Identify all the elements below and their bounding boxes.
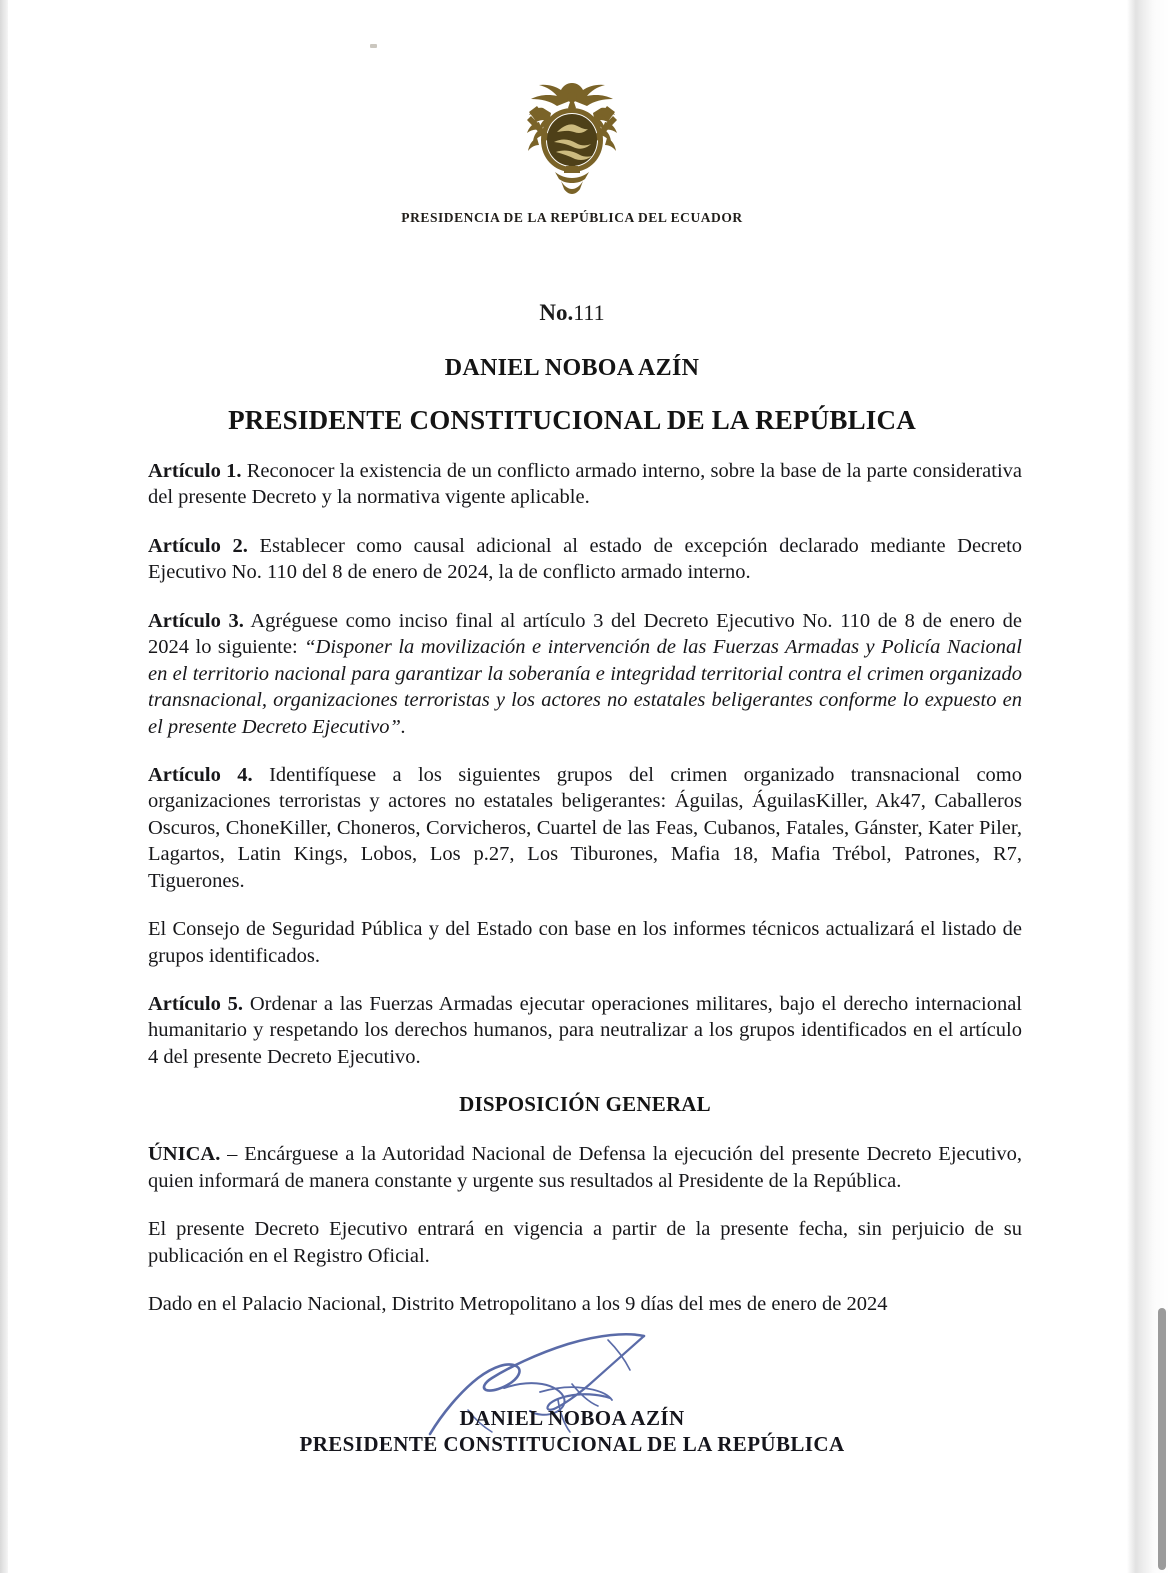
decree-number-value: 111 — [573, 300, 605, 325]
general-provision-text: Encárguese a la Autoridad Nacional de Defensa la ejecución del presente Decreto Ejecutivo, quien informará de manera constante y urgente sus resultados al Presidente de la República. — [148, 1143, 1022, 1192]
decree-number-label: No. — [539, 300, 574, 325]
page-left-edge-shadow — [0, 0, 8, 1573]
article-3-quote: “Disponer la movilización e intervención de las Fuerzas Armadas y Policía Nacional en el territorio nacional para garantizar la soberanía e integridad territorial contra el crimen organizado transnacional, organizaciones terroristas y los actores no estatales beligerantes conforme lo expuesto en el presente Decreto Ejecutivo”. — [148, 636, 1022, 738]
article-4 — [148, 762, 1022, 894]
scrollbar-thumb[interactable] — [1158, 1308, 1166, 1570]
article-2-label: Artículo 2. — [148, 534, 248, 557]
signature-name: DANIEL NOBOA AZÍN — [459, 1406, 685, 1430]
article-1-text: Reconocer la existencia de un conflicto armado interno, sobre la base de la parte considerativa del presente Decreto y la normativa vigente aplicable. — [148, 460, 1023, 509]
article-3-label: Artículo 3. — [148, 609, 244, 632]
general-provision-dash: – — [220, 1143, 245, 1166]
article-4-label: Artículo 4. — [148, 763, 253, 786]
crest-container — [8, 78, 1136, 199]
decree-number — [8, 300, 1136, 326]
document-page — [8, 0, 1136, 1573]
article-1 — [148, 458, 1022, 511]
president-name-heading: DANIEL NOBOA AZÍN — [444, 355, 700, 381]
general-provision-unica — [148, 1141, 1022, 1194]
general-provision-label: ÚNICA. — [148, 1143, 221, 1166]
article-5 — [148, 991, 1022, 1070]
article-2 — [148, 533, 1022, 586]
effect-paragraph: El presente Decreto Ejecutivo entrará en vigencia a partir de la presente fecha, sin perjuicio de su publicación en el Registro Oficial. — [148, 1218, 1022, 1267]
president-role-heading: PRESIDENTE CONSTITUCIONAL DE LA REPÚBLICA — [228, 405, 916, 435]
article-4-text: Identifíquese a los siguientes grupos del crimen organizado transnacional como organizaciones terroristas y actores no estatales beligerantes: Águilas, ÁguilasKiller, Ak47, Caballeros Oscuros, ChoneKiller, Choneros, Corvicheros, Cuartel de las Feas, Cubanos, Fatales, Gánster, Kater Piler, Lagartos, Latin Kings, Lobos, Los p.27, Los Tiburones, Mafia 18, Mafia Trébol, Patrones, R7, Tiguerones. — [148, 763, 1023, 892]
signature-names — [8, 1320, 1136, 1457]
ecuador-coat-of-arms-icon — [509, 78, 635, 194]
article-3-text: Agréguese como inciso final al artículo 3 del Decreto Ejecutivo No. 110 de 8 de enero de 2024 lo siguiente: — [148, 609, 1022, 659]
article-1-label: Artículo 1. — [148, 460, 242, 482]
organization-title: PRESIDENCIA DE LA REPÚBLICA DEL ECUADOR — [401, 210, 743, 225]
article-3 — [148, 608, 1022, 740]
general-provision-heading: DISPOSICIÓN GENERAL — [459, 1092, 711, 1117]
document-body — [148, 458, 1022, 1318]
article-5-label: Artículo 5. — [148, 993, 244, 1015]
date-line: Dado en el Palacio Nacional, Distrito Metropolitano a los 9 días del mes de enero de 2024 — [148, 1293, 888, 1316]
article-5-text: Ordenar a las Fuerzas Armadas ejecutar operaciones militares, bajo el derecho internacional humanitario y respetando los derechos humanos, para neutralizar a los grupos identificados en el artículo 4 del presente Decreto Ejecutivo. — [148, 993, 1023, 1068]
article-2-text: Establecer como causal adicional al estado de excepción declarado mediante Decreto Ejecutivo No. 110 del 8 de enero de 2024, la de conflicto armado interno. — [148, 534, 1023, 584]
signature-block — [8, 1320, 1136, 1457]
scan-artifact-speck — [370, 44, 377, 48]
signature-role: PRESIDENTE CONSTITUCIONAL DE LA REPÚBLICA — [299, 1431, 845, 1456]
vertical-scrollbar[interactable] — [1156, 0, 1170, 1573]
article-4-followup: El Consejo de Seguridad Pública y del Estado con base en los informes técnicos actualizará el listado de grupos identificados. — [148, 918, 1022, 967]
